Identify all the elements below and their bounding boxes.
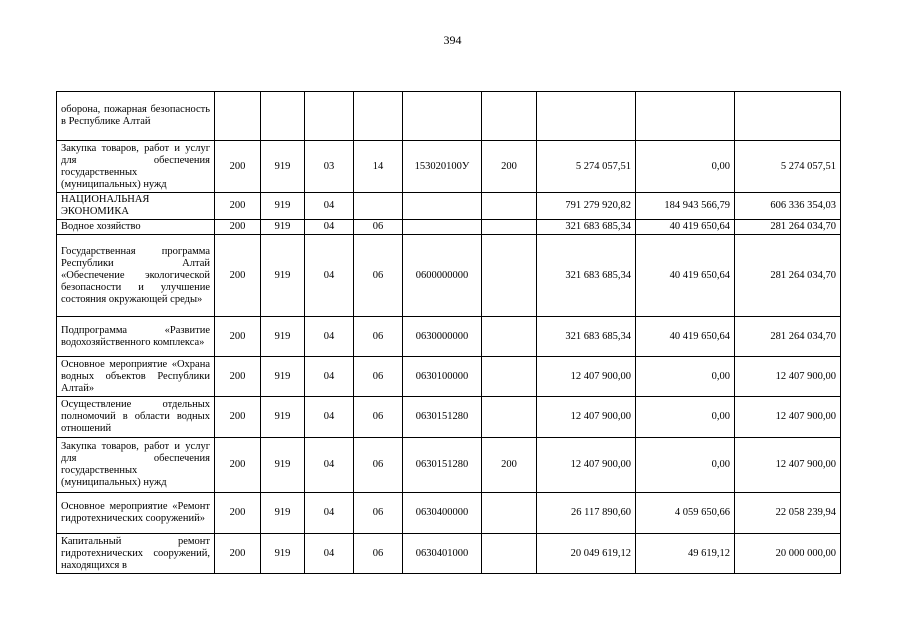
cell-code-5 xyxy=(403,220,482,235)
cell-code-3: 04 xyxy=(305,193,354,220)
cell-amount-2: 0,00 xyxy=(636,357,735,397)
cell-code-2: 919 xyxy=(261,438,305,493)
cell-code-5 xyxy=(403,92,482,141)
cell-code-3: 04 xyxy=(305,357,354,397)
cell-code-1: 200 xyxy=(215,235,261,317)
cell-code-5: 153020100У xyxy=(403,141,482,193)
cell-code-5: 0630100000 xyxy=(403,357,482,397)
cell-amount-1: 26 117 890,60 xyxy=(537,493,636,534)
cell-code-6 xyxy=(482,92,537,141)
cell-code-6 xyxy=(482,193,537,220)
cell-amount-3: 20 000 000,00 xyxy=(735,534,841,574)
table-row xyxy=(57,220,841,235)
cell-amount-3: 281 264 034,70 xyxy=(735,317,841,357)
cell-code-4 xyxy=(354,92,403,141)
cell-code-6 xyxy=(482,220,537,235)
cell-code-1: 200 xyxy=(215,357,261,397)
cell-code-3: 04 xyxy=(305,220,354,235)
cell-amount-2: 0,00 xyxy=(636,397,735,438)
cell-code-1: 200 xyxy=(215,141,261,193)
cell-amount-2 xyxy=(636,92,735,141)
cell-code-6 xyxy=(482,235,537,317)
cell-code-2: 919 xyxy=(261,220,305,235)
cell-code-3: 04 xyxy=(305,317,354,357)
cell-amount-3: 281 264 034,70 xyxy=(735,235,841,317)
cell-code-2: 919 xyxy=(261,357,305,397)
cell-amount-1: 12 407 900,00 xyxy=(537,357,636,397)
cell-amount-2: 184 943 566,79 xyxy=(636,193,735,220)
table-row xyxy=(57,438,841,493)
row-name: Государственная программа Республики Алтай «Обеспечение экологической безопасности и улучшение состояния окружающей среды» xyxy=(57,235,215,317)
cell-code-1: 200 xyxy=(215,493,261,534)
cell-code-2 xyxy=(261,92,305,141)
budget-table xyxy=(56,91,841,574)
cell-amount-3: 22 058 239,94 xyxy=(735,493,841,534)
cell-code-5: 0600000000 xyxy=(403,235,482,317)
cell-code-5: 0630401000 xyxy=(403,534,482,574)
cell-code-1: 200 xyxy=(215,317,261,357)
cell-code-4: 06 xyxy=(354,317,403,357)
cell-amount-2: 0,00 xyxy=(636,141,735,193)
cell-code-6: 200 xyxy=(482,141,537,193)
cell-amount-2: 4 059 650,66 xyxy=(636,493,735,534)
table-row xyxy=(57,235,841,317)
cell-code-1: 200 xyxy=(215,193,261,220)
cell-code-3: 04 xyxy=(305,438,354,493)
table-row xyxy=(57,357,841,397)
table-row xyxy=(57,92,841,141)
cell-code-6 xyxy=(482,357,537,397)
cell-code-2: 919 xyxy=(261,397,305,438)
cell-code-5: 0630000000 xyxy=(403,317,482,357)
table-row xyxy=(57,493,841,534)
cell-code-4: 14 xyxy=(354,141,403,193)
cell-amount-3: 12 407 900,00 xyxy=(735,438,841,493)
cell-code-2: 919 xyxy=(261,534,305,574)
cell-code-2: 919 xyxy=(261,317,305,357)
cell-amount-3: 281 264 034,70 xyxy=(735,220,841,235)
cell-code-1: 200 xyxy=(215,534,261,574)
table-row xyxy=(57,397,841,438)
cell-amount-1: 20 049 619,12 xyxy=(537,534,636,574)
cell-code-6 xyxy=(482,534,537,574)
row-name: Осуществление отдельных полномочий в области водных отношений xyxy=(57,397,215,438)
cell-code-5: 0630400000 xyxy=(403,493,482,534)
row-name: Водное хозяйство xyxy=(57,220,215,235)
cell-code-6 xyxy=(482,493,537,534)
cell-amount-3 xyxy=(735,92,841,141)
cell-code-4: 06 xyxy=(354,534,403,574)
cell-code-1: 200 xyxy=(215,438,261,493)
page-number: 394 xyxy=(443,33,462,47)
cell-code-3: 03 xyxy=(305,141,354,193)
cell-amount-2: 0,00 xyxy=(636,438,735,493)
cell-code-1: 200 xyxy=(215,397,261,438)
cell-amount-3: 606 336 354,03 xyxy=(735,193,841,220)
row-name: Основное мероприятие «Ремонт гидротехнических сооружений» xyxy=(57,493,215,534)
cell-code-3 xyxy=(305,92,354,141)
cell-code-4: 06 xyxy=(354,220,403,235)
table-row xyxy=(57,141,841,193)
cell-code-2: 919 xyxy=(261,141,305,193)
cell-amount-1 xyxy=(537,92,636,141)
row-name: Закупка товаров, работ и услуг для обеспечения государственных (муниципальных) нужд xyxy=(57,438,215,493)
cell-code-4: 06 xyxy=(354,493,403,534)
cell-amount-2: 40 419 650,64 xyxy=(636,220,735,235)
cell-amount-1: 321 683 685,34 xyxy=(537,317,636,357)
cell-code-2: 919 xyxy=(261,193,305,220)
cell-code-3: 04 xyxy=(305,397,354,438)
row-name: НАЦИОНАЛЬНАЯ ЭКОНОМИКА xyxy=(57,193,215,220)
cell-code-5: 0630151280 xyxy=(403,397,482,438)
cell-code-3: 04 xyxy=(305,235,354,317)
cell-code-4: 06 xyxy=(354,438,403,493)
cell-code-1 xyxy=(215,92,261,141)
cell-code-5: 0630151280 xyxy=(403,438,482,493)
cell-code-2: 919 xyxy=(261,493,305,534)
cell-amount-3: 12 407 900,00 xyxy=(735,397,841,438)
cell-amount-2: 49 619,12 xyxy=(636,534,735,574)
cell-amount-1: 321 683 685,34 xyxy=(537,235,636,317)
cell-code-1: 200 xyxy=(215,220,261,235)
cell-code-4: 06 xyxy=(354,397,403,438)
table-row xyxy=(57,317,841,357)
cell-code-3: 04 xyxy=(305,534,354,574)
cell-code-3: 04 xyxy=(305,493,354,534)
cell-amount-1: 321 683 685,34 xyxy=(537,220,636,235)
cell-code-6: 200 xyxy=(482,438,537,493)
cell-amount-3: 5 274 057,51 xyxy=(735,141,841,193)
row-name: оборона, пожарная безопасность в Республике Алтай xyxy=(57,92,215,141)
cell-amount-2: 40 419 650,64 xyxy=(636,317,735,357)
table-row xyxy=(57,193,841,220)
row-name: Капитальный ремонт гидротехнических сооружений, находящихся в xyxy=(57,534,215,574)
cell-code-4: 06 xyxy=(354,235,403,317)
row-name: Закупка товаров, работ и услуг для обеспечения государственных (муниципальных) нужд xyxy=(57,141,215,193)
cell-code-5 xyxy=(403,193,482,220)
table-row xyxy=(57,534,841,574)
row-name: Подпрограмма «Развитие водохозяйственного комплекса» xyxy=(57,317,215,357)
cell-amount-1: 12 407 900,00 xyxy=(537,397,636,438)
cell-amount-1: 12 407 900,00 xyxy=(537,438,636,493)
cell-amount-1: 791 279 920,82 xyxy=(537,193,636,220)
cell-amount-2: 40 419 650,64 xyxy=(636,235,735,317)
cell-code-4: 06 xyxy=(354,357,403,397)
row-name: Основное мероприятие «Охрана водных объектов Республики Алтай» xyxy=(57,357,215,397)
cell-amount-1: 5 274 057,51 xyxy=(537,141,636,193)
cell-amount-3: 12 407 900,00 xyxy=(735,357,841,397)
cell-code-2: 919 xyxy=(261,235,305,317)
cell-code-4 xyxy=(354,193,403,220)
cell-code-6 xyxy=(482,317,537,357)
cell-code-6 xyxy=(482,397,537,438)
